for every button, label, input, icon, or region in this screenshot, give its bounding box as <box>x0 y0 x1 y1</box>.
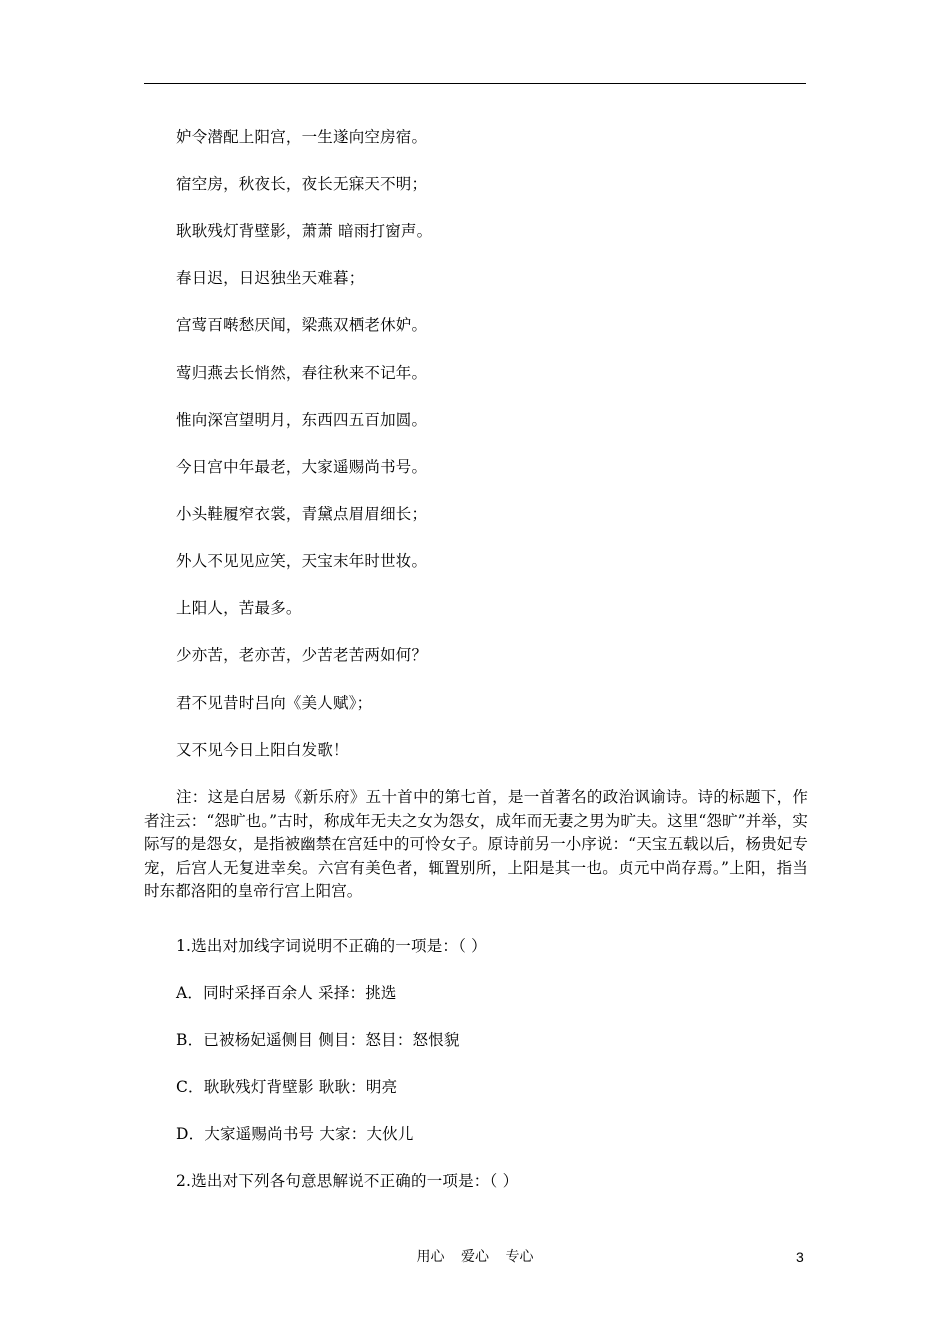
poem-line: 又不见今日上阳白发歌！ <box>176 741 349 759</box>
poem-line: 小头鞋履窄衣裳，青黛点眉眉细长； <box>176 505 428 523</box>
footer-motto: 用心 爱心 专心 <box>416 1249 534 1265</box>
question-2-stem: 2.选出对下列各句意思解说不正确的一项是：（ ） <box>176 1172 519 1190</box>
poem-line: 宫莺百啭愁厌闻，梁燕双栖老休妒。 <box>176 316 428 334</box>
poem-line: 春日迟，日迟独坐天难暮； <box>176 269 365 287</box>
poem-line: 上阳人，苦最多。 <box>176 599 302 617</box>
question-1-stem: 1.选出对加线字词说明不正确的一项是：（ ） <box>176 937 487 955</box>
question-1-option-b: B．已被杨妃遥侧目 侧目：怒目：怒恨貌 <box>176 1031 460 1049</box>
question-1-option-d: D．大家遥赐尚书号 大家：大伙儿 <box>176 1125 414 1143</box>
poem-line: 耿耿残灯背壁影，萧萧 暗雨打窗声。 <box>176 222 433 240</box>
page-number: 3 <box>796 1249 804 1265</box>
poem-line: 少亦苦，老亦苦，少苦老苦两如何？ <box>176 646 428 664</box>
note-paragraph: 注：这是白居易《新乐府》五十首中的第七首，是一首著名的政治讽谕诗。诗的标题下，作者注云：“怨旷也。”古时，称成年无夫之女为怨女，成年而无妻之男为旷夫。这里“怨旷”并举，实际写的是怨女，是指被幽禁在宫廷中的可怜女子。原诗前另一小序说：“天宝五载以后，杨贵妃专宠，后宫人无复进幸矣。六宫有美色者，辄置别所，上阳是其一也。贞元中尚存焉。”上阳，指当时东都洛阳的皇帝行宫上阳宫。 <box>144 788 808 901</box>
poem-line: 今日宫中年最老，大家遥赐尚书号。 <box>176 458 428 476</box>
poem-line: 君不见昔时吕向《美人赋》； <box>176 694 373 712</box>
poem-line: 妒令潜配上阳宫，一生遂向空房宿。 <box>176 128 428 146</box>
poem-line: 外人不见见应笑，天宝末年时世妆。 <box>176 552 428 570</box>
question-1-option-a: A．同时采择百余人 采择：挑选 <box>176 984 397 1002</box>
question-1-option-c: C．耿耿残灯背壁影 耿耿：明亮 <box>176 1078 398 1096</box>
poem-line: 莺归燕去长悄然，春往秋来不记年。 <box>176 364 428 382</box>
poem-line: 惟向深宫望明月，东西四五百加圆。 <box>176 411 428 429</box>
poem-line: 宿空房，秋夜长，夜长无寐天不明； <box>176 175 428 193</box>
header-rule <box>144 83 806 84</box>
